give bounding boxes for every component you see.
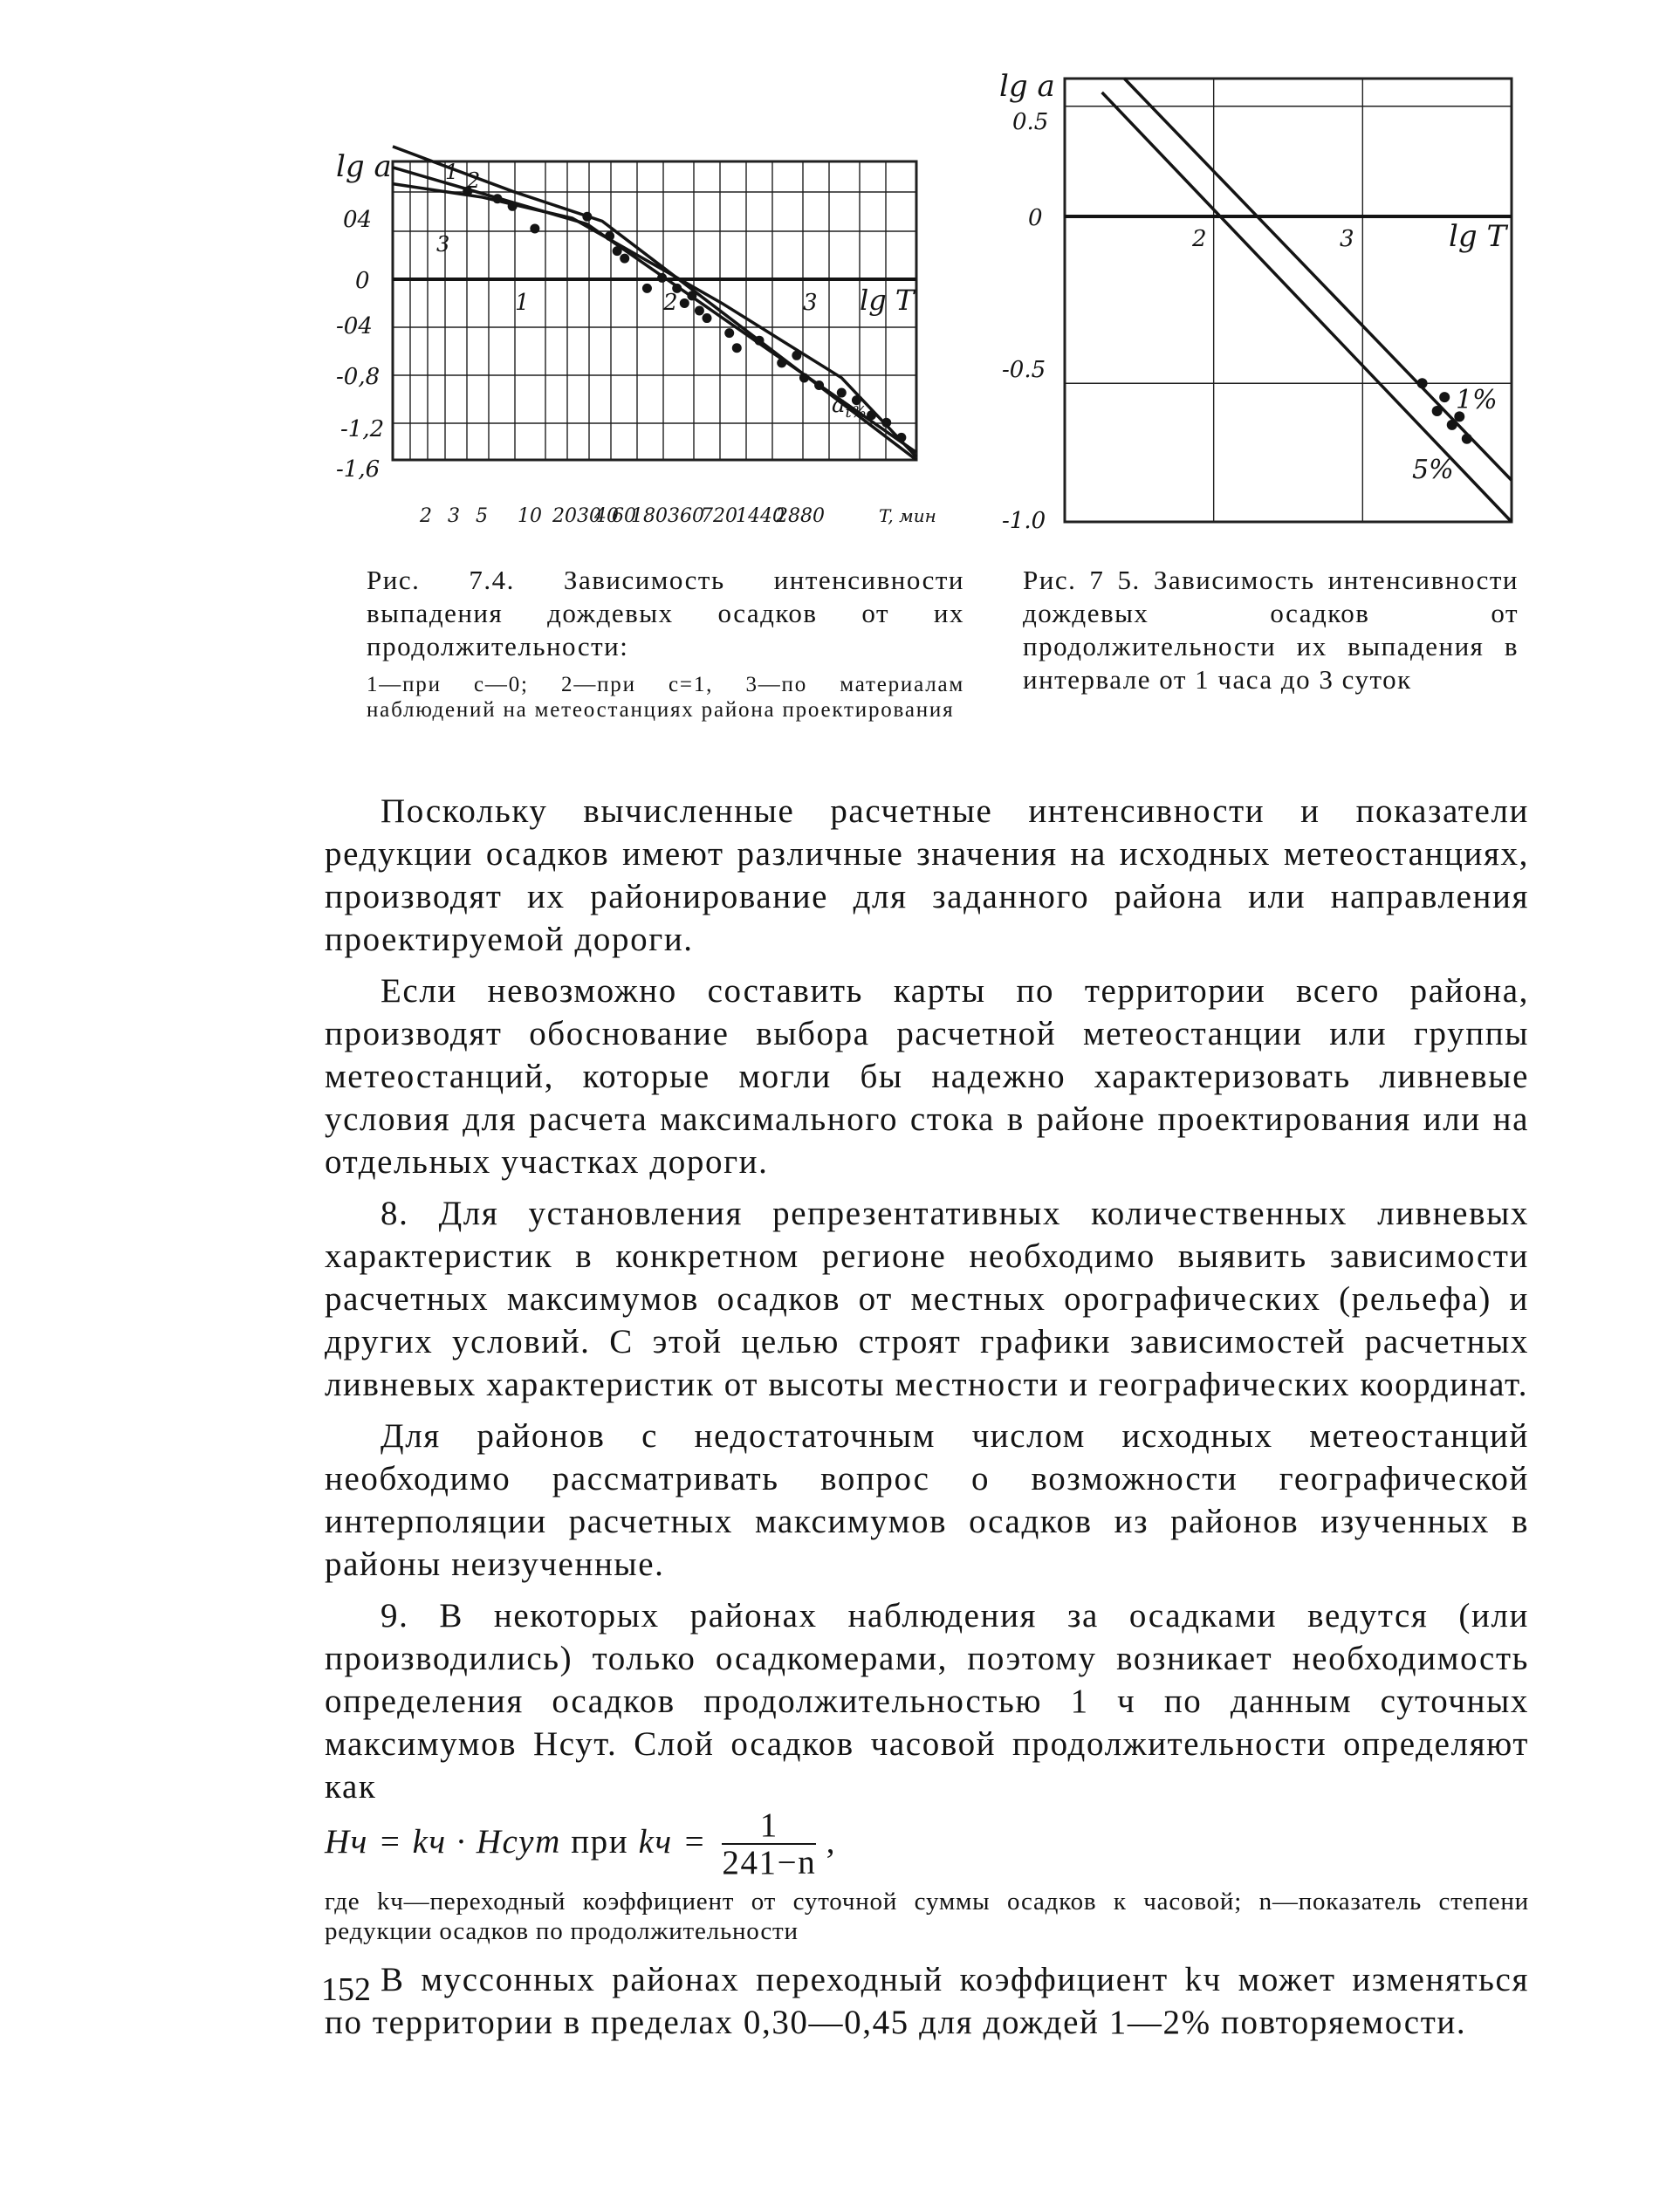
right-y-axis-title: lg a <box>999 69 1055 104</box>
left-curve-label-2: 2 <box>467 168 481 193</box>
figure-7-5-caption-title: Рис. 7 5. Зависимость интенсивности дождевых осадков от продолжительности их выпадения в интервале от 1 часа до 3 суток <box>1023 565 1519 695</box>
left-y-tick-neg04: -04 <box>336 313 373 339</box>
right-y-tick-neg05: -0.5 <box>1002 357 1046 383</box>
left-data-point <box>896 433 906 442</box>
left-data-point <box>508 202 518 211</box>
figure-7-4-caption-legend: 1—при c—0; 2—при c=1, 3—по материалам наблюдений на метеостанциях района проектирования <box>367 673 964 722</box>
right-data-point <box>1447 420 1457 430</box>
left-data-point <box>814 380 824 390</box>
right-y-tick-0: 0 <box>1028 205 1043 231</box>
left-bottom-tick-2: 2 <box>420 505 432 527</box>
formula-when: при <box>571 1822 629 1861</box>
left-data-point <box>582 212 592 222</box>
left-y-tick-04: 04 <box>343 207 373 233</box>
formula-denominator: 241−n <box>722 1844 817 1881</box>
right-line-label-5pct: 5% <box>1412 455 1454 485</box>
right-y-tick-05: 0.5 <box>1012 109 1049 135</box>
left-data-point <box>687 291 696 300</box>
left-curve-label-3: 3 <box>436 232 450 257</box>
left-bottom-tick-labels <box>419 505 936 527</box>
page-number: 152 <box>321 1971 371 2008</box>
left-data-point <box>530 223 539 233</box>
left-x-axis-title: lg T <box>860 284 915 317</box>
right-x-tick-3: 3 <box>1340 226 1354 252</box>
right-x-tick-2: 2 <box>1192 226 1207 252</box>
left-bottom-unit: T, мин <box>879 505 936 526</box>
left-data-point <box>867 410 876 420</box>
left-inner-x-1: 1 <box>515 290 530 316</box>
right-line-label-1pct: 1% <box>1456 385 1498 415</box>
left-y-tick-neg08: -0,8 <box>336 364 381 390</box>
left-data-point <box>620 254 629 264</box>
main-text <box>325 790 1529 2053</box>
left-y-tick-0: 0 <box>355 268 370 294</box>
left-point-label: $a_{t\%}$ <box>832 392 867 421</box>
figure-7-5-caption <box>1023 564 1519 696</box>
left-data-point <box>777 358 786 367</box>
right-y-tick-neg10: -1.0 <box>1002 508 1046 534</box>
left-data-point <box>703 313 712 323</box>
left-bottom-tick-10: 10 <box>518 505 542 527</box>
figure-7-4-chart <box>336 140 964 541</box>
left-bottom-tick-30: 30 <box>577 505 601 527</box>
left-data-point <box>605 231 614 241</box>
formula-fraction <box>722 1808 816 1881</box>
right-data-point <box>1439 392 1450 402</box>
formula-main: Hч = kч · Hсут <box>325 1822 561 1861</box>
left-bottom-tick-180: 180 <box>631 505 668 527</box>
left-data-point <box>724 328 734 338</box>
formula-numerator: 1 <box>722 1808 816 1845</box>
left-bottom-tick-60: 60 <box>612 505 636 527</box>
left-data-point <box>881 418 891 428</box>
left-data-point <box>792 351 801 360</box>
left-bottom-tick-1440: 1440 <box>736 505 785 527</box>
right-data-point <box>1432 406 1443 416</box>
paragraph-3: 8. Для установления репрезентативных количественных ливневых характеристик в конкретном регионе необходимо выявить зависимости расчетных максимумов осадков от местных орографических (рельефа) и других условий. С этой целью строят графики зависимостей расчетных ливневых характеристик от высоты местности и географических координат. <box>325 1195 1529 1403</box>
formula-tail: , <box>826 1822 837 1861</box>
figure-7-4-caption <box>367 564 964 723</box>
left-curve-label-1: 1 <box>445 160 459 184</box>
left-y-tick-neg16: -1,6 <box>336 456 381 483</box>
left-data-point <box>799 373 809 382</box>
left-data-point <box>493 194 503 203</box>
formula-note: где kч—переходный коэффициент от суточной суммы осадков к часовой; n—показатель степени редукции осадков по продолжительности <box>325 1888 1529 1945</box>
left-data-point <box>755 336 765 346</box>
left-bottom-tick-720: 720 <box>701 505 737 527</box>
paragraph-1: Поскольку вычисленные расчетные интенсивности и показатели редукции осадков имеют различные значения на исходных метеостанциях, производят их районирование для заданного района или направления проектируемой дороги. <box>325 792 1529 958</box>
left-data-point <box>732 343 742 353</box>
right-data-point <box>1417 378 1428 388</box>
left-bottom-tick-3: 3 <box>448 505 460 527</box>
paragraph-2: Если невозможно составить карты по территории всего района, производят обоснование выбора расчетной метеостанции или группы метеостанций, которые могли бы надежно характеризовать ливневые условия для расчета максимального стока в районе проектирования или на отдельных участках дороги. <box>325 972 1529 1181</box>
figure-7-4-caption-title: Рис. 7.4. Зависимость интенсивности выпадения дождевых осадков от их продолжительности: <box>367 565 964 661</box>
left-data-point <box>613 246 622 256</box>
right-data-point <box>1462 434 1472 444</box>
left-data-point <box>642 284 652 293</box>
left-inner-x-3: 3 <box>803 290 818 316</box>
left-data-point <box>695 306 704 316</box>
left-bottom-tick-40: 40 <box>594 505 619 527</box>
paragraph-4: Для районов с недостаточным числом исходных метеостанций необходимо рассматривать вопрос о возможности географической интерполяции расчетных максимумов осадков из районов изученных в районы неизученные. <box>325 1417 1529 1583</box>
right-x-axis-title: lg T <box>1449 219 1507 254</box>
left-inner-x-2: 2 <box>663 290 678 316</box>
left-y-axis-title: lg a <box>336 149 392 184</box>
formula-k: kч = <box>638 1822 707 1861</box>
left-data-point <box>657 273 667 283</box>
left-bottom-tick-20: 20 <box>552 505 577 527</box>
left-bottom-tick-5: 5 <box>476 505 488 527</box>
formula-line <box>325 1808 1529 1881</box>
paragraph-6: В муссонных районах переходный коэффициент kч может изменяться по территории в пределах 0,30—0,45 для дождей 1—2% повторяемости. <box>325 1961 1529 2041</box>
left-y-tick-neg12: -1,2 <box>340 416 385 442</box>
left-data-point <box>680 298 689 308</box>
figure-7-5-chart <box>995 61 1553 537</box>
left-bottom-tick-2880: 2880 <box>776 505 825 527</box>
left-bottom-tick-360: 360 <box>668 505 704 527</box>
paragraph-5: 9. В некоторых районах наблюдения за осадками ведутся (или производились) только осадкомерами, поэтому возникает необходимость определения осадков продолжительностью 1 ч по данным суточных максимумов Hсут. Слой осадков часовой продолжительности определяют как <box>325 1597 1529 1806</box>
